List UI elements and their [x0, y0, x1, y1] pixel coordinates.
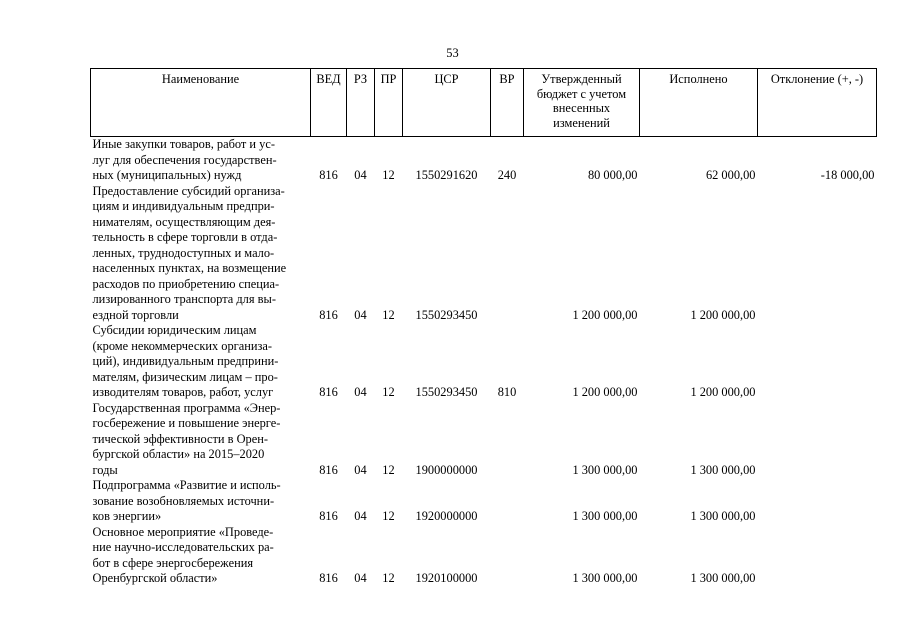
table-row — [91, 401, 877, 479]
row-rz: 04 — [354, 168, 367, 182]
row-ved: 816 — [319, 385, 338, 399]
row-rz: 04 — [354, 509, 367, 523]
row-pr: 12 — [382, 385, 395, 399]
row-approved: 1 300 000,00 — [572, 509, 638, 523]
row-executed: 1 300 000,00 — [690, 571, 756, 585]
row-rz: 04 — [354, 307, 367, 322]
row-ved: 816 — [319, 168, 338, 182]
row-pr: 12 — [382, 307, 395, 322]
row-name: Основное мероприятие «Проведе- ние научно-исследовательских ра- бот в сфере энергосбережения Оренбургской области» — [92, 524, 274, 585]
row-deviation: -18 000,00 — [820, 168, 875, 182]
row-vr — [491, 401, 524, 479]
row-name: Субсидии юридическим лицам (кроме некоммерческих организа- ций), индивидуальным предприни- мателям, физическим лицам – про- изводителям товаров, работ, услуг — [92, 323, 279, 399]
header-csr: ЦСР — [403, 69, 491, 137]
row-csr: 1920000000 — [415, 509, 478, 523]
row-vr — [491, 525, 524, 587]
table-row — [91, 137, 877, 184]
row-approved: 80 000,00 — [587, 168, 638, 182]
row-executed: 1 300 000,00 — [690, 509, 756, 523]
table-row — [91, 184, 877, 324]
row-csr: 1550291620 — [415, 168, 478, 182]
row-deviation — [758, 323, 877, 401]
header-deviation: Отклонение (+, -) — [758, 69, 877, 137]
header-ved: ВЕД — [311, 69, 347, 137]
row-rz: 04 — [354, 385, 367, 399]
row-name: Иные закупки товаров, работ и ус- луг для обеспечения государствен- ных (муниципальных) нужд — [92, 137, 277, 182]
row-deviation — [758, 478, 877, 525]
row-name: Подпрограмма «Развитие и исполь- зование возобновляемых источни- ков энергии» — [92, 478, 281, 523]
row-rz: 04 — [354, 462, 367, 477]
row-vr: 240 — [497, 168, 517, 182]
table-row — [91, 323, 877, 401]
row-vr — [491, 478, 524, 525]
table-row — [91, 525, 877, 587]
row-pr: 12 — [382, 462, 395, 477]
row-ved: 816 — [319, 307, 338, 322]
header-pr: ПР — [375, 69, 403, 137]
row-deviation — [758, 401, 877, 479]
row-deviation — [758, 184, 877, 324]
row-executed: 62 000,00 — [705, 168, 756, 182]
row-pr: 12 — [382, 168, 395, 182]
row-approved: 1 300 000,00 — [572, 571, 638, 585]
row-ved: 816 — [319, 462, 338, 477]
row-approved: 1 200 000,00 — [572, 385, 638, 399]
row-executed: 1 300 000,00 — [690, 462, 756, 477]
header-name: Наименование — [91, 69, 311, 137]
table-row — [91, 478, 877, 525]
row-approved: 1 300 000,00 — [572, 462, 638, 477]
header-executed: Исполнено — [640, 69, 758, 137]
row-approved: 1 200 000,00 — [572, 307, 638, 322]
budget-table — [90, 68, 877, 587]
row-pr: 12 — [382, 509, 395, 523]
row-vr: 810 — [497, 385, 517, 399]
row-pr: 12 — [382, 571, 395, 585]
header-rz: РЗ — [347, 69, 375, 137]
row-ved: 816 — [319, 571, 338, 585]
header-approved: Утвержденный бюджет с учетом внесенных изменений — [524, 69, 640, 137]
row-csr: 1550293450 — [415, 385, 478, 399]
row-name: Государственная программа «Энер- госбережение и повышение энерге- тической эффективности в Орен- бургской области» на 2015–2020 годы — [92, 400, 281, 477]
row-executed: 1 200 000,00 — [690, 307, 756, 322]
row-vr — [491, 184, 524, 324]
row-csr: 1550293450 — [415, 307, 478, 322]
header-row — [91, 69, 877, 137]
row-csr: 1920100000 — [415, 571, 478, 585]
header-vr: ВР — [491, 69, 524, 137]
row-rz: 04 — [354, 571, 367, 585]
row-ved: 816 — [319, 509, 338, 523]
row-deviation — [758, 525, 877, 587]
row-executed: 1 200 000,00 — [690, 385, 756, 399]
row-name: Предоставление субсидий организа- циям и индивидуальным предпри- нимателям, осуществляющим дея- тельность в сфере торговли в отда- ленных, труднодоступных и мало- населенных пунктах, на возмещение расходов по приобретению специа- лизированного транспорта для вы- ездной торговли — [92, 183, 287, 322]
row-csr: 1900000000 — [415, 462, 478, 477]
page-number: 53 — [446, 46, 459, 60]
